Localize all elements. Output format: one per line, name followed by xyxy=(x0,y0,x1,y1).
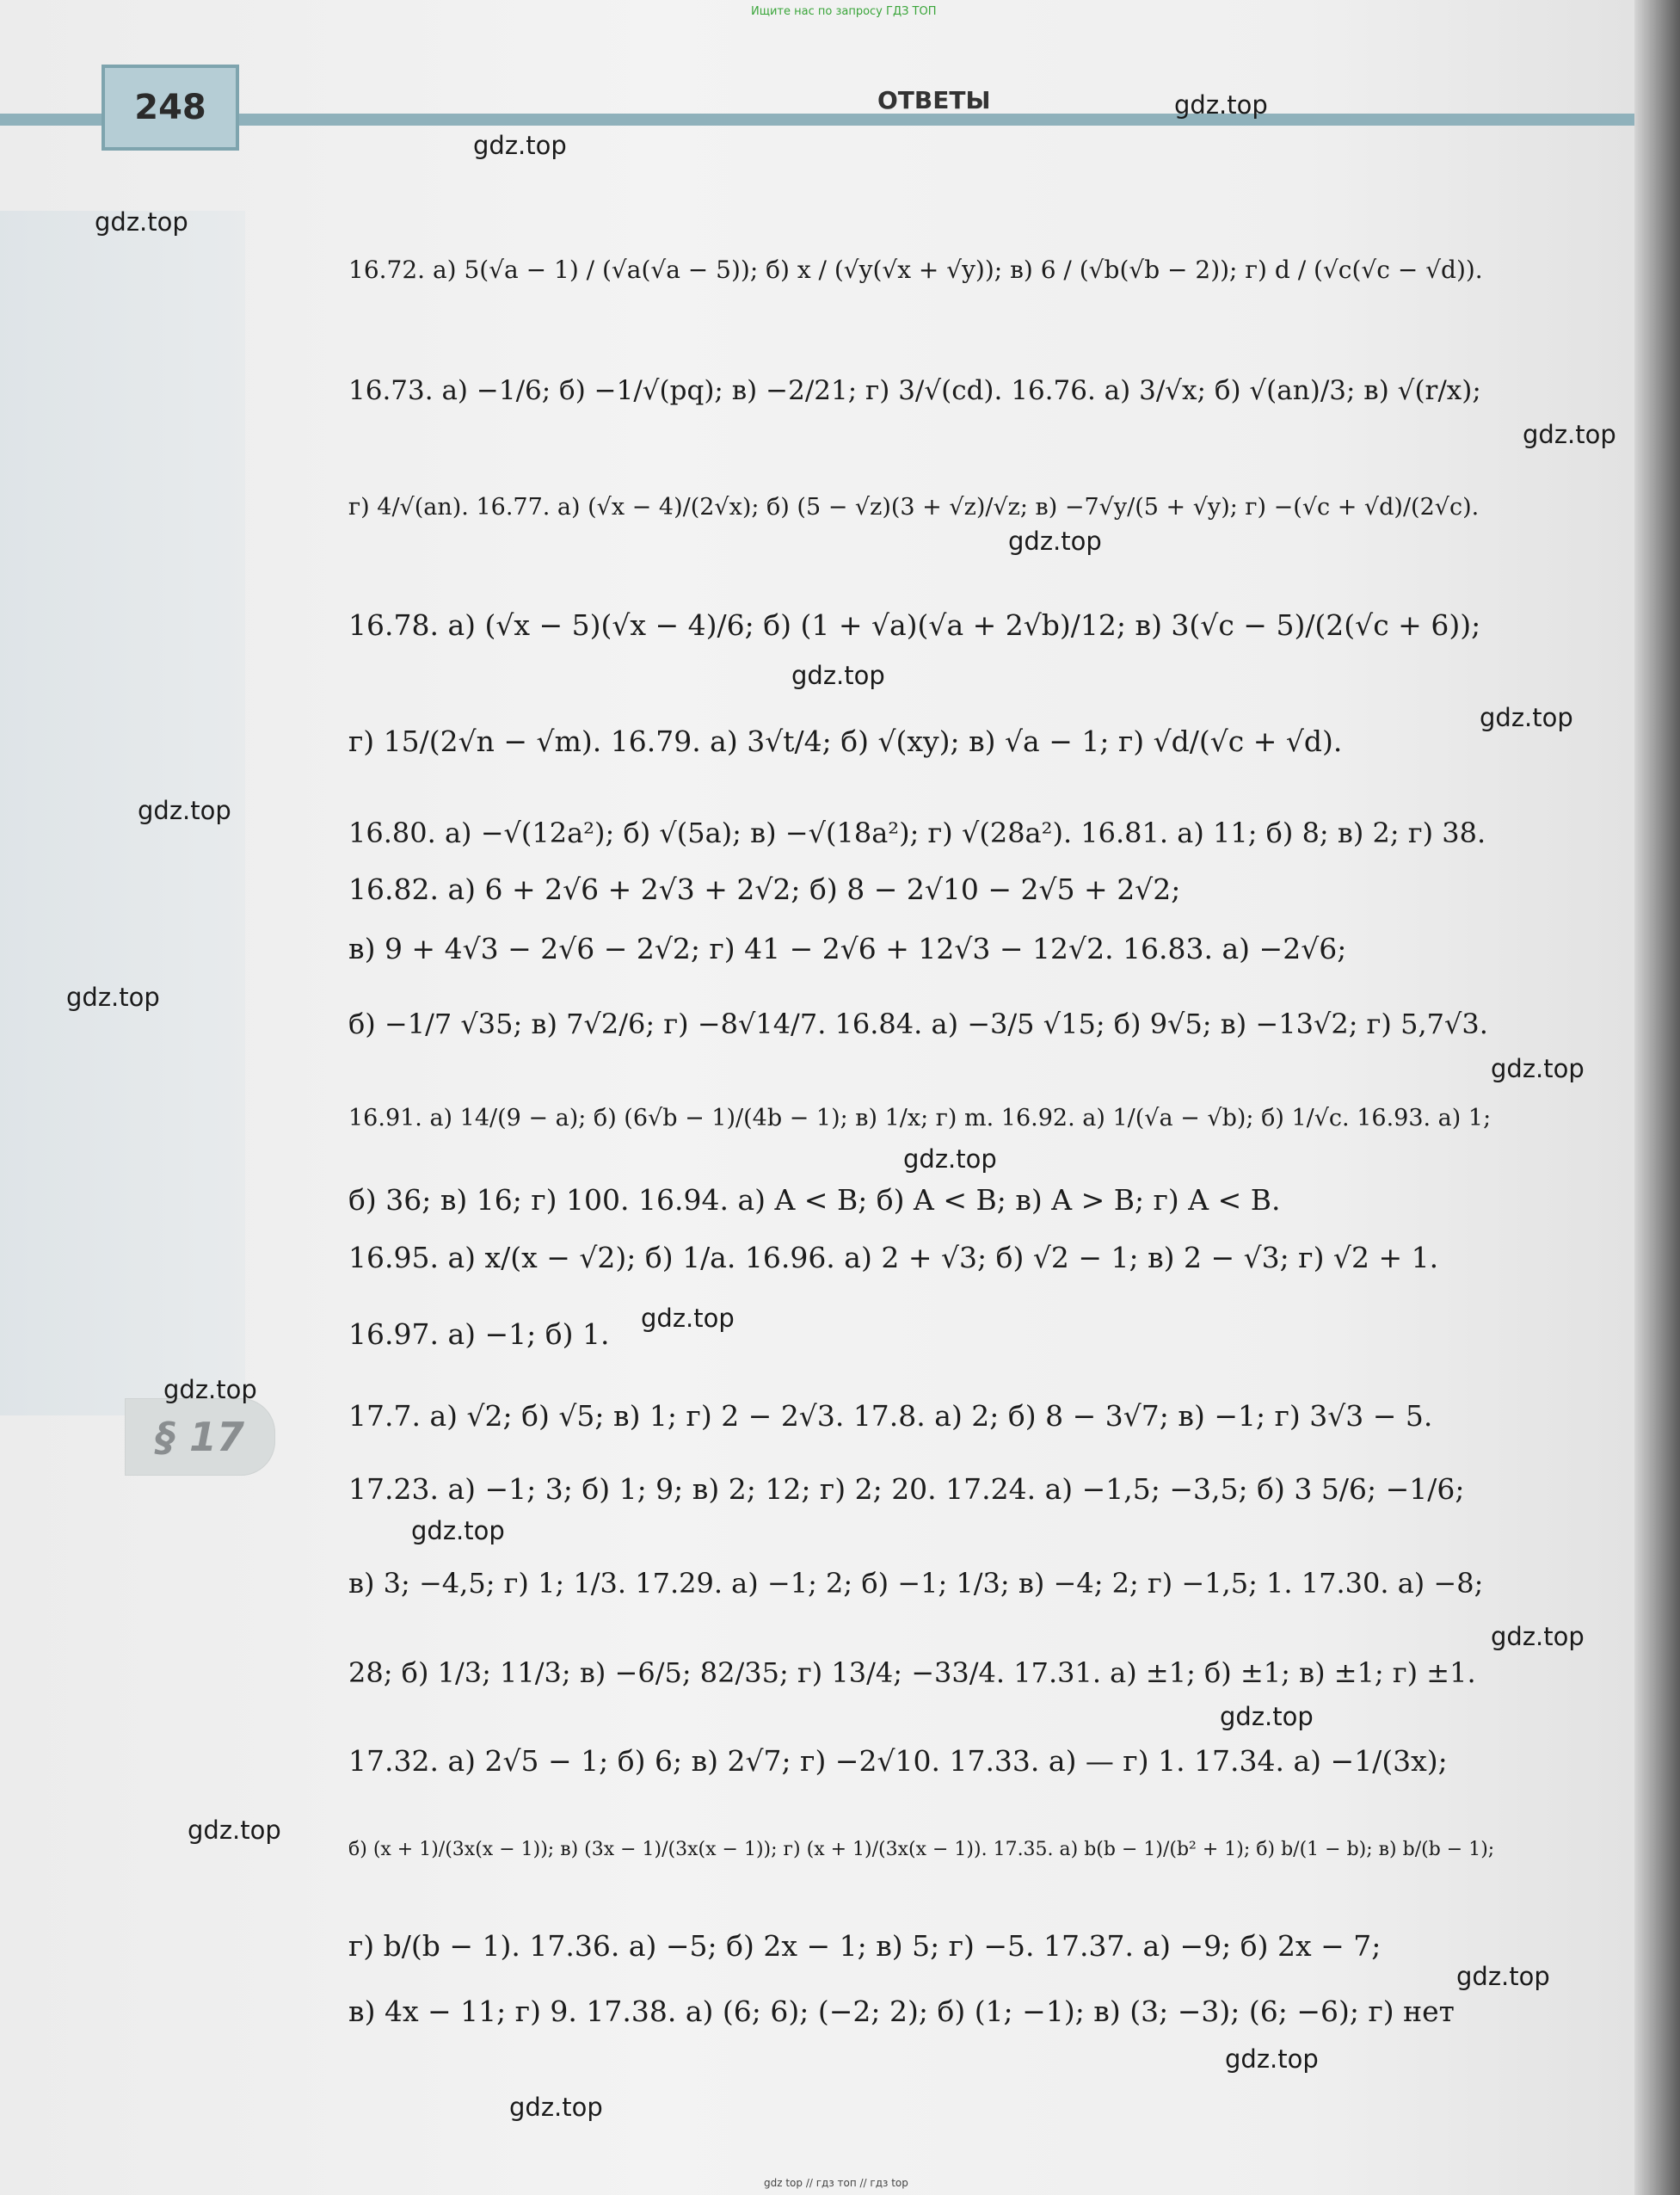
bottom-links[interactable]: gdz top // гдз топ // гдз top xyxy=(764,2177,908,2189)
watermark: gdz.top xyxy=(163,1375,257,1404)
answer-line: б) −1/7 √35; в) 7√2/6; г) −8√14/7. 16.84. а) −3/5 √15; б) 9√5; в) −13√2; г) 5,7√3. xyxy=(348,1008,1488,1040)
page-header-title: ОТВЕТЫ xyxy=(877,86,991,114)
page-number: 248 xyxy=(134,88,206,127)
answer-line: 16.97. а) −1; б) 1. xyxy=(348,1317,610,1351)
watermark: gdz.top xyxy=(1456,1962,1550,1991)
watermark: gdz.top xyxy=(1008,527,1102,556)
answer-line: 17.7. а) √2; б) √5; в) 1; г) 2 − 2√3. 17.8. а) 2; б) 8 − 3√7; в) −1; г) 3√3 − 5. xyxy=(348,1399,1433,1433)
answer-line: 17.23. а) −1; 3; б) 1; 9; в) 2; 12; г) 2; 20. 17.24. а) −1,5; −3,5; б) 3 5/6; −1/6; xyxy=(348,1472,1465,1506)
answer-line: 28; б) 1/3; 11/3; в) −6/5; 82/35; г) 13/4; −33/4. 17.31. а) ±1; б) ±1; в) ±1; г) ±1. xyxy=(348,1656,1476,1689)
answer-line: 17.32. а) 2√5 − 1; б) 6; в) 2√7; г) −2√10. 17.33. а) — г) 1. 17.34. а) −1/(3x); xyxy=(348,1744,1448,1778)
answer-line: 16.80. а) −√(12a²); б) √(5a); в) −√(18a²); г) √(28a²). 16.81. а) 11; б) 8; в) 2; г) 38. xyxy=(348,817,1486,849)
answer-line: 16.91. а) 14/(9 − a); б) (6√b − 1)/(4b − 1); в) 1/x; г) m. 16.92. а) 1/(√a − √b); б) 1/√c. 16.93. а) 1; xyxy=(348,1105,1492,1131)
watermark: gdz.top xyxy=(1491,1054,1585,1083)
watermark: gdz.top xyxy=(1491,1622,1585,1651)
answer-line: в) 4x − 11; г) 9. 17.38. а) (6; 6); (−2; 2); б) (1; −1); в) (3; −3); (6; −6); г) нет xyxy=(348,1995,1455,2028)
answer-line: г) b/(b − 1). 17.36. а) −5; б) 2x − 1; в) 5; г) −5. 17.37. а) −9; б) 2x − 7; xyxy=(348,1929,1382,1963)
watermark: gdz.top xyxy=(411,1516,505,1545)
watermark: gdz.top xyxy=(95,207,188,237)
watermark: gdz.top xyxy=(791,661,885,690)
watermark: gdz.top xyxy=(473,131,567,160)
answer-line: 16.73. а) −1/6; б) −1/√(pq); в) −2/21; г) 3/√(cd). 16.76. а) 3/√x; б) √(an)/3; в) √(r/x); xyxy=(348,375,1481,406)
section-marker xyxy=(125,1398,275,1476)
book-spine xyxy=(1634,0,1680,2195)
watermark: gdz.top xyxy=(509,2093,603,2122)
answer-line: 16.95. а) x/(x − √2); б) 1/a. 16.96. а) 2 + √3; б) √2 − 1; в) 2 − √3; г) √2 + 1. xyxy=(348,1241,1439,1274)
watermark: gdz.top xyxy=(1480,703,1573,732)
answer-line: б) 36; в) 16; г) 100. 16.94. а) A < B; б) A < B; в) A > B; г) A < B. xyxy=(348,1183,1281,1217)
watermark: gdz.top xyxy=(188,1816,281,1845)
watermark: gdz.top xyxy=(1523,420,1616,449)
section-label: § 17 xyxy=(155,1414,245,1460)
watermark: gdz.top xyxy=(1225,2044,1319,2074)
answer-line: г) 4/√(an). 16.77. а) (√x − 4)/(2√x); б) (5 − √z)(3 + √z)/√z; в) −7√y/(5 + √y); г) −(√c + √d)/(2√c). xyxy=(348,494,1480,521)
answer-line: г) 15/(2√n − √m). 16.79. а) 3√t/4; б) √(xy); в) √a − 1; г) √d/(√c + √d). xyxy=(348,724,1343,758)
watermark: gdz.top xyxy=(1220,1702,1314,1731)
header-rule xyxy=(0,114,1634,126)
watermark: gdz.top xyxy=(66,983,160,1012)
answer-line: 16.78. а) (√x − 5)(√x − 4)/6; б) (1 + √a)(√a + 2√b)/12; в) 3(√c − 5)/(2(√c + 6)); xyxy=(348,608,1481,642)
watermark: gdz.top xyxy=(1174,90,1268,120)
page-number-badge xyxy=(102,65,239,151)
answer-line: 16.82. а) 6 + 2√6 + 2√3 + 2√2; б) 8 − 2√10 − 2√5 + 2√2; xyxy=(348,872,1181,906)
watermark: gdz.top xyxy=(903,1144,997,1174)
answer-line: в) 3; −4,5; г) 1; 1/3. 17.29. а) −1; 2; б) −1; 1/3; в) −4; 2; г) −1,5; 1. 17.30. а) −8; xyxy=(348,1567,1484,1600)
watermark: gdz.top xyxy=(641,1304,735,1333)
watermark: gdz.top xyxy=(138,796,231,825)
answer-line: б) (x + 1)/(3x(x − 1)); в) (3x − 1)/(3x(x − 1)); г) (x + 1)/(3x(x − 1)). 17.35. а) b(b − 1)/(b² + 1); б) b/(1 − b); в) b/(b − 1); xyxy=(348,1839,1495,1860)
answer-line: 16.72. а) 5(√a − 1) / (√a(√a − 5)); б) x / (√y(√x + √y)); в) 6 / (√b(√b − 2)); г) d / (√c(√c − √d)). xyxy=(348,256,1483,284)
top-search-link[interactable]: Ищите нас по запросу ГДЗ ТОП xyxy=(751,5,937,18)
answer-line: в) 9 + 4√3 − 2√6 − 2√2; г) 41 − 2√6 + 12√3 − 12√2. 16.83. а) −2√6; xyxy=(348,932,1347,965)
